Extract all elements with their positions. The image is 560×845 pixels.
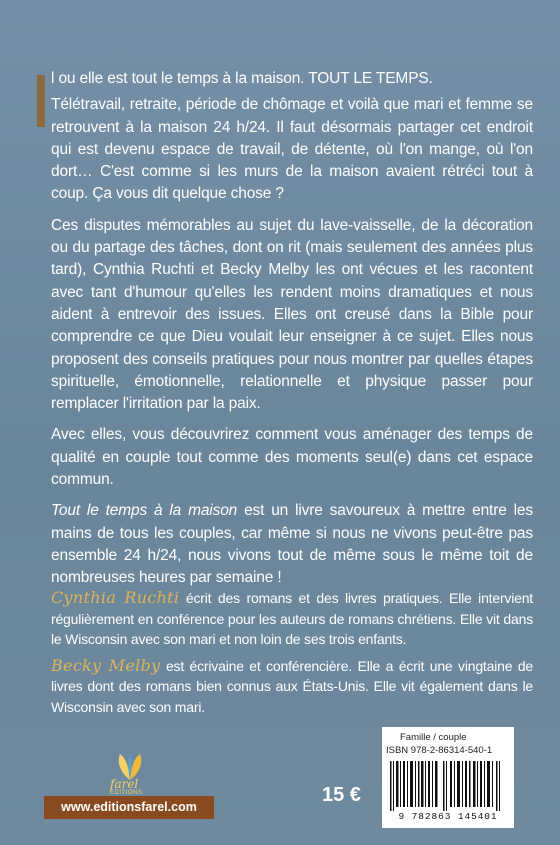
barcode-panel	[382, 727, 514, 828]
author-signature-1: Cynthia Ruchti	[51, 588, 180, 607]
author-bios	[51, 588, 533, 723]
price: 15 €	[322, 784, 361, 806]
author-bio-2-text: est écrivaine et conférencière. Elle a écrit une vingtaine de livres dont des romans bien connus aux États-Unis. Elle vit également dans le Wisconsin avec son mari.	[51, 657, 533, 715]
book-title: Tout le temps à la maison	[51, 502, 238, 520]
blurb-paragraph-1: l ou elle est tout le temps à la maison. TOUT LE TEMPS.	[51, 70, 433, 87]
drop-cap-bar	[37, 75, 45, 127]
blurb-paragraph-3: Ces disputes mémorables au sujet du lave-vaisselle, de la décoration ou du partage des tâches, dont on rit (mais seulement des années plus tard), Cynthia Ruchti et Becky Melby les ont vécues et les racontent avec tant d'humour qu'elles les rendent moins dramatiques et nous aident à entrevoir des issues. Elles ont creusé dans la Bible pour comprendre ce que Dieu voulait leur enseigner à ce sujet. Elles nous proposent des conseils pratiques pour nous montrer par quelles étapes spirituelle, émotionnelle, relationnelle et physique passer pour remplacer l'irritation par la paix.	[51, 216, 533, 413]
author-signature-2: Becky Melby	[51, 655, 161, 675]
barcode-icon	[388, 761, 508, 811]
publisher-logo-sub: EDITIONS	[110, 790, 143, 796]
author-bio-1-text: écrit des romans et des livres pratiques. Elle intervient régulièrement en conférence pour les auteurs de romans chrétiens. Elle vit dans le Wisconsin avec son mari et non loin de ses trois enfants.	[51, 590, 533, 647]
blurb-text	[51, 68, 533, 599]
blurb-paragraph-5	[51, 500, 533, 589]
author-bio-1	[51, 588, 533, 650]
author-bio-2	[51, 656, 533, 718]
publisher-logo-name: farel	[110, 777, 139, 791]
isbn-label: ISBN 978-2-86314-540-1	[386, 745, 493, 756]
category-label: Famille / couple	[400, 732, 467, 743]
barcode-digits: 9 782863 145401	[398, 811, 498, 822]
blurb-paragraph-4: Avec elles, vous découvrirez comment vous aménager des temps de qualité en couple tout comme des moments seul(e) dans cet espace commun.	[51, 426, 533, 489]
blurb-paragraph-2: Télétravail, retraite, période de chômage et voilà que mari et femme se retrouvent à la maison 24 h/24. Il faut désormais partager cet endroit qui est devenu espace de travail, de détente, où l'on mange, où l'on dort… C'est comme si les murs de la maison avaient rétréci tout à coup. Ça vous dit quelque chose ?	[51, 96, 533, 203]
blurb-paragraph-5-text: est un livre savoureux à mettre entre les mains de tous les couples, car même si nous ne vivons peut-être pas ensemble 24 h/24, nous vivons tout de même sous le même toit de nombreuses heures par semaine !	[51, 502, 533, 587]
publisher-website[interactable]: www.editionsfarel.com	[44, 796, 214, 819]
